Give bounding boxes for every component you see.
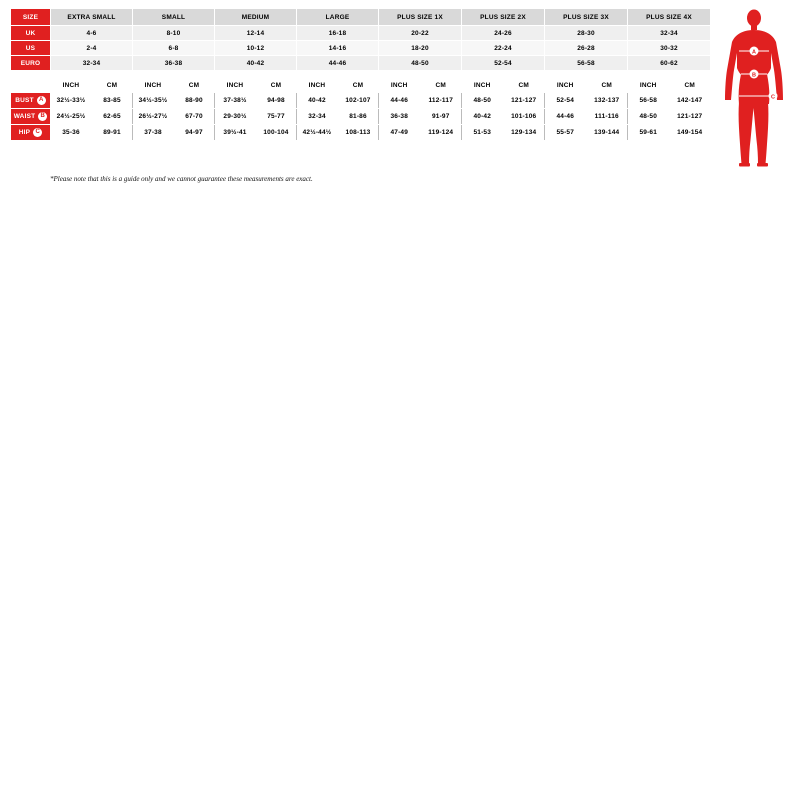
hip-inch-1x: 47-49	[379, 125, 421, 141]
size-chart-table	[10, 8, 711, 71]
waist-cm-s: 67-70	[174, 109, 215, 125]
svg-text:A: A	[752, 49, 756, 56]
hip-label-text: HIP	[18, 129, 31, 137]
table-row	[11, 93, 711, 109]
disclaimer-note: *Please note that this is a guide only and we cannot guarantee these measurements are exact.	[50, 175, 313, 183]
waist-inch-2x: 40-42	[462, 109, 504, 125]
bust-cm-xs: 83-85	[92, 93, 133, 109]
us-4x: 30-32	[628, 41, 711, 56]
unit-inch-s: INCH	[133, 78, 174, 93]
hip-inch-s: 37-38	[133, 125, 174, 141]
euro-l: 44-46	[297, 56, 379, 71]
waist-inch-xs: 24½-25½	[51, 109, 92, 125]
hip-inch-3x: 55-57	[545, 125, 587, 141]
euro-3x: 56-58	[545, 56, 628, 71]
hip-cm-2x: 129-134	[503, 125, 545, 141]
svg-text:B: B	[752, 72, 756, 79]
euro-m: 40-42	[215, 56, 297, 71]
header-col-xs: EXTRA SMALL	[51, 9, 133, 26]
waist-cm-3x: 111-116	[586, 109, 628, 125]
bust-inch-m: 37-38½	[215, 93, 256, 109]
unit-cm-xs: CM	[92, 78, 133, 93]
row-label-uk: UK	[11, 26, 51, 41]
uk-m: 12-14	[215, 26, 297, 41]
table-row	[11, 56, 711, 71]
bust-cm-l: 102-107	[338, 93, 379, 109]
euro-2x: 52-54	[462, 56, 545, 71]
unit-row	[11, 78, 711, 93]
waist-inch-1x: 36-38	[379, 109, 421, 125]
waist-inch-4x: 48-50	[628, 109, 670, 125]
marker-b-badge: B	[38, 112, 47, 121]
unit-cm-l: CM	[338, 78, 379, 93]
unit-inch-2x: INCH	[462, 78, 504, 93]
header-col-l: LARGE	[297, 9, 379, 26]
header-col-2x: PLUS SIZE 2X	[462, 9, 545, 26]
unit-cm-s: CM	[174, 78, 215, 93]
uk-s: 8-10	[133, 26, 215, 41]
female-silhouette-icon	[715, 8, 793, 168]
uk-l: 16-18	[297, 26, 379, 41]
waist-label-text: WAIST	[13, 113, 36, 121]
unit-cm-2x: CM	[503, 78, 545, 93]
row-label-us: US	[11, 41, 51, 56]
us-1x: 18-20	[379, 41, 462, 56]
euro-1x: 48-50	[379, 56, 462, 71]
hip-cm-4x: 149-154	[669, 125, 711, 141]
euro-xs: 32-34	[51, 56, 133, 71]
measurement-table	[10, 77, 711, 141]
unit-inch-l: INCH	[297, 78, 338, 93]
uk-3x: 28-30	[545, 26, 628, 41]
bust-inch-3x: 52-54	[545, 93, 587, 109]
unit-inch-m: INCH	[215, 78, 256, 93]
hip-cm-m: 100-104	[256, 125, 297, 141]
body-figure	[715, 8, 793, 168]
bust-cm-m: 94-98	[256, 93, 297, 109]
uk-4x: 32-34	[628, 26, 711, 41]
euro-s: 36-38	[133, 56, 215, 71]
hip-cm-s: 94-97	[174, 125, 215, 141]
unit-cm-m: CM	[256, 78, 297, 93]
waist-inch-3x: 44-46	[545, 109, 587, 125]
unit-row-blank	[11, 78, 51, 93]
waist-cm-1x: 91-97	[420, 109, 462, 125]
waist-cm-2x: 101-106	[503, 109, 545, 125]
unit-inch-3x: INCH	[545, 78, 587, 93]
table-header-row	[11, 9, 711, 26]
bust-cm-4x: 142-147	[669, 93, 711, 109]
header-col-m: MEDIUM	[215, 9, 297, 26]
size-chart-container	[10, 8, 710, 141]
bust-cm-2x: 121-127	[503, 93, 545, 109]
waist-inch-l: 32-34	[297, 109, 338, 125]
waist-cm-xs: 62-65	[92, 109, 133, 125]
hip-inch-2x: 51-53	[462, 125, 504, 141]
unit-inch-1x: INCH	[379, 78, 421, 93]
us-s: 6-8	[133, 41, 215, 56]
row-label-hip	[11, 125, 51, 141]
header-size-label: SIZE	[11, 9, 51, 26]
header-col-3x: PLUS SIZE 3X	[545, 9, 628, 26]
row-label-waist	[11, 109, 51, 125]
bust-inch-4x: 56-58	[628, 93, 670, 109]
us-l: 14-16	[297, 41, 379, 56]
euro-4x: 60-62	[628, 56, 711, 71]
bust-inch-2x: 48-50	[462, 93, 504, 109]
unit-cm-3x: CM	[586, 78, 628, 93]
uk-1x: 20-22	[379, 26, 462, 41]
bust-inch-l: 40-42	[297, 93, 338, 109]
us-2x: 22-24	[462, 41, 545, 56]
unit-cm-4x: CM	[669, 78, 711, 93]
header-col-s: SMALL	[133, 9, 215, 26]
bust-inch-1x: 44-46	[379, 93, 421, 109]
figure-marker-c	[769, 92, 778, 101]
svg-text:C: C	[771, 94, 775, 101]
bust-cm-s: 88-90	[174, 93, 215, 109]
bust-label-text: BUST	[15, 97, 34, 105]
waist-cm-4x: 121-127	[669, 109, 711, 125]
table-row	[11, 26, 711, 41]
table-row	[11, 125, 711, 141]
waist-cm-m: 75-77	[256, 109, 297, 125]
bust-cm-3x: 132-137	[586, 93, 628, 109]
row-label-bust	[11, 93, 51, 109]
bust-inch-s: 34½-35½	[133, 93, 174, 109]
hip-cm-1x: 119-124	[420, 125, 462, 141]
us-3x: 26-28	[545, 41, 628, 56]
uk-2x: 24-26	[462, 26, 545, 41]
uk-xs: 4-6	[51, 26, 133, 41]
table-row	[11, 109, 711, 125]
hip-inch-xs: 35-36	[51, 125, 92, 141]
bust-inch-xs: 32½-33½	[51, 93, 92, 109]
bust-cm-1x: 112-117	[420, 93, 462, 109]
table-row	[11, 41, 711, 56]
waist-cm-l: 81-86	[338, 109, 379, 125]
unit-inch-4x: INCH	[628, 78, 670, 93]
hip-inch-m: 39½-41	[215, 125, 256, 141]
marker-a-badge: A	[37, 96, 46, 105]
unit-inch-xs: INCH	[51, 78, 92, 93]
marker-c-badge: C	[33, 128, 42, 137]
waist-inch-s: 26½-27½	[133, 109, 174, 125]
hip-cm-xs: 89-91	[92, 125, 133, 141]
hip-cm-3x: 139-144	[586, 125, 628, 141]
header-col-4x: PLUS SIZE 4X	[628, 9, 711, 26]
us-m: 10-12	[215, 41, 297, 56]
row-label-euro: EURO	[11, 56, 51, 71]
us-xs: 2-4	[51, 41, 133, 56]
hip-cm-l: 108-113	[338, 125, 379, 141]
hip-inch-4x: 59-61	[628, 125, 670, 141]
hip-inch-l: 42½-44½	[297, 125, 338, 141]
waist-inch-m: 29-30½	[215, 109, 256, 125]
unit-cm-1x: CM	[420, 78, 462, 93]
header-col-1x: PLUS SIZE 1X	[379, 9, 462, 26]
